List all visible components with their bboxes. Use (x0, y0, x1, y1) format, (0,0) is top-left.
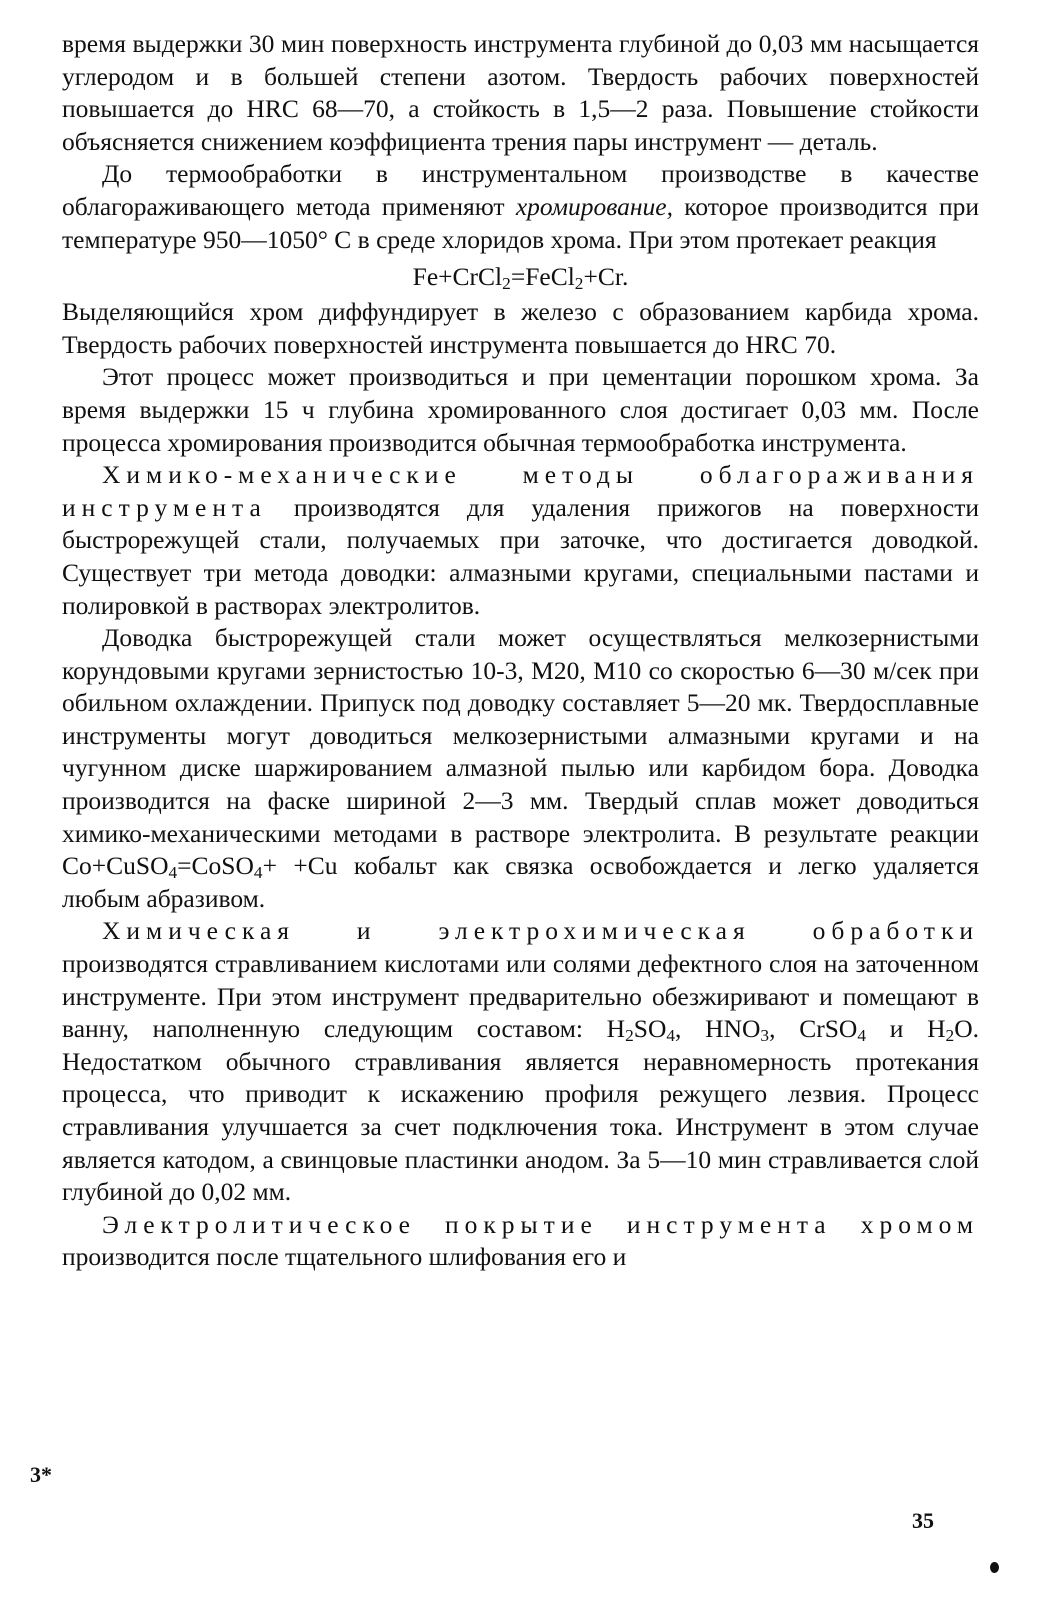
page-number: 35 (912, 1508, 934, 1533)
paragraph-text: которое производится при температуре 950—1050° С в среде хлоридов хрома. При этом протекает реакция (62, 191, 979, 254)
paragraph-text: Доводка быстрорежущей стали может осуществляться мелкозернистыми корундовыми кругами зернистостью 10-3, М20, М10 со скоростью 6—30 м/сек при обильном охлаждении. Припуск под доводку составляет 5—20 мк. Твердосплавные инструменты могут доводиться мелкозернистыми алмазными кругами и на чугунном диске шаржированием алмазной пылью или карбидом бора. Доводка производится на фаске шириной 2—3 мм. Твердый сплав может доводиться химико-механическими методами в растворе электролита. В результате реакции (62, 623, 979, 848)
formula-subscript: 4 (253, 863, 263, 883)
term-chromium-plating: хромирование, (515, 191, 673, 221)
formula-subscript: 3 (760, 1026, 770, 1046)
paragraph-text: производятся стравливанием кислотами или солями дефектного слоя на заточенном инструменте. При этом инструмент предварительно обезжиривают и помещают в ванну, наполненную следующим составом: (62, 949, 979, 1044)
formula-subscript: 4 (857, 1026, 866, 1046)
spaced-heading: Электролитическое покрытие инструмента хромом (102, 1209, 979, 1239)
paragraph-chromium-plating (62, 158, 979, 256)
formula-part: =CoSO (177, 851, 254, 881)
signature-mark: 3* (30, 1462, 52, 1487)
spaced-heading: Химико-механические методы облагораживания инструмента (62, 460, 979, 522)
formula-part: +Cr. (583, 262, 629, 292)
formula-part: SO (633, 1014, 667, 1044)
separator: , (675, 1014, 706, 1044)
paragraph-chemical-treatment (62, 915, 979, 1208)
paragraph-chemical-mechanical (62, 459, 979, 622)
formula-part: O (954, 1014, 973, 1044)
ink-dot (990, 1562, 999, 1573)
formula-part: H (606, 1014, 626, 1044)
paragraph-lapping (62, 622, 979, 915)
separator: , (769, 1014, 800, 1044)
formula-part: + +Cu (262, 851, 338, 881)
formula-part: =FeCl (510, 262, 575, 292)
paragraph-3: Выделяющийся хром диффундирует в железо с образованием карбида хрома. Твердость рабочих поверхностей инструмента повышается до HRC 70. (62, 297, 979, 359)
formula-part: Fe+CrCl (412, 262, 503, 292)
spaced-heading: Химическая и электрохимическая обработки (102, 916, 979, 946)
reaction-formula (62, 260, 979, 294)
paragraph-text: кобальт как связка освобождается и легко удаляется любым абразивом. (62, 851, 979, 913)
paragraph-text: производятся для удаления прижогов на поверхности быстрорежущей стали, получаемых при заточке, что достигается доводкой. Существует три метода доводки: алмазными кругами, специальными пастами и полировкой в растворах электролитов. (62, 492, 979, 620)
paragraph-electrolytic-coating (62, 1209, 979, 1274)
formula-subscript: 2 (502, 273, 511, 293)
formula-subscript: 2 (574, 273, 584, 293)
formula-part: HNO (705, 1014, 761, 1044)
formula-subscript: 4 (168, 863, 178, 883)
paragraph-4: Этот процесс может производиться и при цементации порошком хрома. За время выдержки 15 ч глубина хромированного слоя достигает 0,03 мм. После процесса хромирования производится обычная термообработка инструмента. (62, 362, 979, 457)
paragraph-text: производится после тщательного шлифования его и (62, 1242, 627, 1272)
formula-subscript: 4 (666, 1026, 676, 1046)
formula-part: Co+CuSO (62, 851, 169, 881)
paragraph-text: До термообработки в инструментальном производстве в качестве облагораживающего метода применяют (62, 159, 979, 221)
formula-subscript: 2 (625, 1026, 634, 1046)
paragraph-1: время выдержки 30 мин поверхность инструмента глубиной до 0,03 мм насыщается углеродом и в большей степени азотом. Твердость рабочих поверхностей повышается до HRC 68—70, а стойкость в 1,5—2 раза. Повышение стойкости объясняется снижением коэффициента трения пары инструмент — деталь. (62, 29, 979, 156)
formula-part: CrSO (799, 1014, 858, 1044)
paragraph-text: . Недостатком обычного стравливания является неравномерность протекания процесса, что приводит к искажению профиля режущего лезвия. Процесс стравливания улучшается за счет подключения тока. Инструмент в этом случае является катодом, а свинцовые пластинки анодом. За 5—10 мин стравливается слой глубиной до 0,02 мм. (62, 1014, 980, 1207)
formula-subscript: 2 (945, 1026, 955, 1046)
formula-part: H (927, 1014, 946, 1044)
separator: и (866, 1014, 928, 1044)
